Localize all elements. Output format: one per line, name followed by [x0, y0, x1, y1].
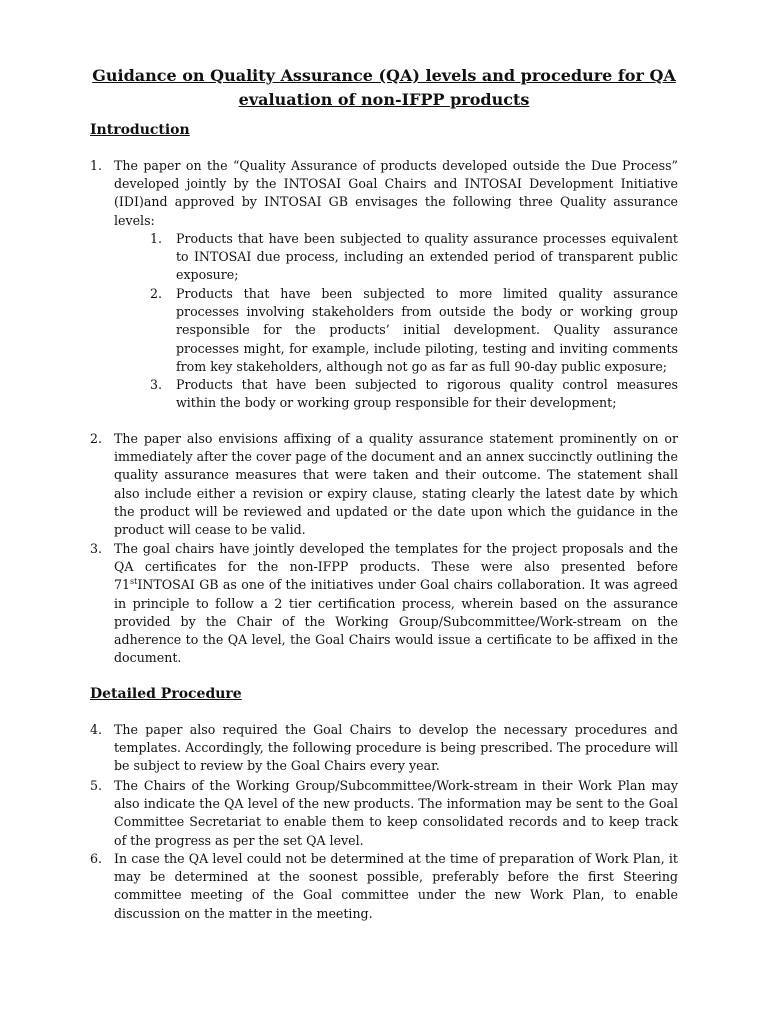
- list-item-text: [114, 540, 678, 667]
- list-item-number: 4.: [90, 722, 103, 737]
- section-heading-introduction: Introduction: [90, 122, 190, 138]
- list-item-text: The paper also required the Goal Chairs to develop the necessary procedures and templates. Accordingly, the following procedure is being prescribed. The procedure will be subject to review by the Goal Chairs every year.: [114, 722, 678, 774]
- sub-list-item-text: Products that have been subjected to rigorous quality control measures within the body or working group responsible for their development;: [176, 377, 678, 411]
- list-item-text-part: INTOSAI GB as one of the initiatives under Goal chairs collaboration. It was agreed in principle to follow a 2 tier certification process, wherein based on the assurance provided by the Chair of the Working Group/Subcommittee/Work-stream on the adherence to the QA level, the Goal Chairs would issue a certificate to be affixed in the document.: [114, 577, 678, 666]
- list-item-text: The paper also envisions affixing of a quality assurance statement prominently on or immediately after the cover page of the document and an annex succinctly outlining the quality assurance measures that were taken and their outcome. The statement shall also include either a revision or expiry clause, stating clearly the latest date by which the product will be reviewed and updated or the date upon which the guidance in the product will cease to be valid.: [114, 431, 678, 538]
- list-item: [90, 540, 678, 667]
- list-item-number: 3.: [90, 541, 103, 556]
- list-item: [90, 850, 678, 923]
- list-item-number: 1.: [90, 158, 103, 173]
- list-item-text: The Chairs of the Working Group/Subcommittee/Work-stream in their Work Plan may also indicate the QA level of the new products. The information may be sent to the Goal Committee Secretariat to enable them to keep consolidated records and to keep track of the progress as per the set QA level.: [114, 778, 678, 848]
- sub-list-item-text: Products that have been subjected to quality assurance processes equivalent to INTOSAI due process, including an extended period of transparent public exposure;: [176, 231, 678, 283]
- list-item: [90, 777, 678, 850]
- sub-list-item: [150, 285, 678, 376]
- sub-list-item: [150, 230, 678, 285]
- list-item-number: 6.: [90, 851, 103, 866]
- list-item-number: 5.: [90, 778, 103, 793]
- sub-list-item-number: 1.: [150, 231, 163, 246]
- document-title: Guidance on Quality Assurance (QA) levels and procedure for QA evaluation of non-IFPP products: [92, 66, 676, 109]
- sub-list-item: [150, 376, 678, 412]
- sub-list-item-number: 3.: [150, 377, 163, 392]
- list-item-number: 2.: [90, 431, 103, 446]
- sub-list-item-number: 2.: [150, 286, 163, 301]
- list-item: [90, 157, 678, 230]
- ordinal-suffix: st: [130, 577, 138, 587]
- list-item-text: In case the QA level could not be determined at the time of preparation of Work Plan, it may be determined at the soonest possible, preferably before the first Steering committee meeting of the Goal committee under the new Work Plan, to enable discussion on the matter in the meeting.: [114, 851, 678, 921]
- section-heading-detailed-procedure: Detailed Procedure: [90, 686, 242, 702]
- sub-list-item-text: Products that have been subjected to more limited quality assurance processes involving stakeholders from outside the body or working group responsible for the products’ initial development. Quality assurance processes might, for example, include piloting, testing and inviting comments from key stakeholders, although not go as far as full 90-day public exposure;: [176, 286, 678, 374]
- list-item: [90, 430, 678, 539]
- list-item-text: The paper on the “Quality Assurance of products developed outside the Due Process” developed jointly by the INTOSAI Goal Chairs and INTOSAI Development Initiative (IDI)and approved by INTOSAI GB envisages the following three Quality assurance levels:: [114, 158, 678, 228]
- list-item-text-part: The goal chairs have jointly developed the templates for the project proposals and the QA certificates for the non-IFPP products. These were also presented before 71: [114, 541, 678, 593]
- list-item: [90, 721, 678, 776]
